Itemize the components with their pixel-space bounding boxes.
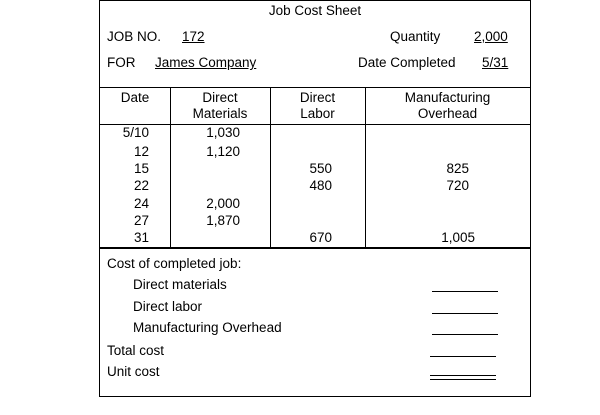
summary-manufacturing-overhead: Manufacturing Overhead	[133, 320, 282, 335]
summary-direct-materials: Direct materials	[133, 277, 227, 292]
table-bottom-border	[100, 247, 530, 249]
job-no-label: JOB NO.	[107, 29, 162, 44]
cell-date: 27	[133, 213, 149, 228]
job-cost-sheet	[99, 0, 531, 397]
cell-overhead: 825	[446, 161, 469, 176]
summary-heading: Cost of completed job:	[107, 256, 242, 271]
cell-date: 5/10	[122, 125, 149, 140]
table-top-border	[100, 87, 530, 88]
cell-date: 22	[133, 178, 149, 193]
sheet-title: Job Cost Sheet	[268, 3, 362, 18]
customer-name: James Company	[155, 55, 257, 70]
cell-labor: 480	[309, 178, 332, 193]
summary-unit-cost: Unit cost	[107, 364, 160, 379]
answer-blank-total-cost	[430, 356, 496, 357]
cell-date: 12	[133, 144, 149, 159]
cell-overhead: 720	[446, 178, 469, 193]
answer-blank-direct-labor	[432, 313, 498, 314]
cell-materials: 2,000	[206, 196, 240, 211]
header-direct-labor: Direct Labor	[299, 90, 336, 121]
job-no-value: 172	[182, 29, 205, 44]
header-date: Date	[120, 90, 150, 105]
cell-materials: 1,120	[206, 144, 240, 159]
summary-total-cost: Total cost	[107, 343, 165, 358]
cell-date: 15	[133, 161, 149, 176]
for-label: FOR	[107, 55, 136, 70]
date-completed-value: 5/31	[482, 55, 509, 70]
cell-materials: 1,030	[206, 125, 240, 140]
table-header-border	[100, 124, 530, 125]
summary-direct-labor: Direct labor	[133, 299, 203, 314]
quantity-value: 2,000	[474, 29, 508, 44]
date-completed-label: Date Completed	[358, 55, 456, 70]
cell-labor: 550	[309, 161, 332, 176]
cell-date: 31	[133, 230, 149, 245]
cell-materials: 1,870	[206, 213, 240, 228]
quantity-label: Quantity	[390, 29, 441, 44]
cell-labor: 670	[309, 230, 332, 245]
header-manufacturing-overhead: Manufacturing Overhead	[404, 90, 491, 121]
header-direct-materials: Direct Materials	[192, 90, 248, 121]
answer-blank-direct-materials	[432, 291, 498, 292]
answer-blank-manufacturing-overhead	[432, 334, 498, 335]
cell-overhead: 1,005	[441, 230, 475, 245]
cell-date: 24	[133, 196, 149, 211]
answer-blank-unit-cost	[430, 375, 496, 380]
